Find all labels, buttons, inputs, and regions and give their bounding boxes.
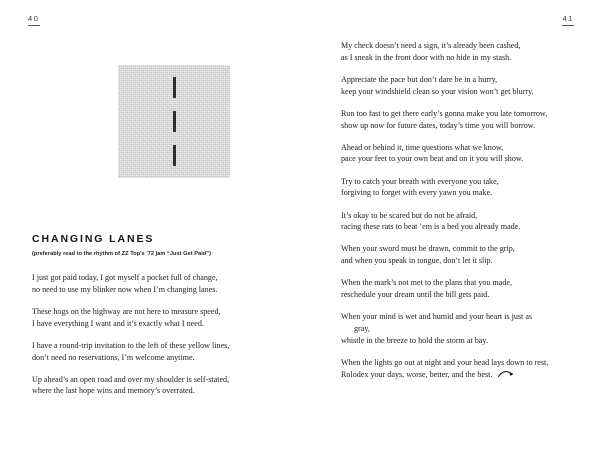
verse-line: It’s okay to be scared but do not be afraid, <box>341 210 478 220</box>
poem-title: CHANGING LANES <box>32 233 155 245</box>
verse-line: These hogs on the highway are not here to measure speed, <box>32 306 221 316</box>
verse-line: I have everything I want and it’s exactly what I need. <box>32 318 204 328</box>
page-number-right: 41 <box>562 15 574 26</box>
stanza <box>341 40 591 63</box>
verse-line-text: Rolodex your days, worse, better, and the best. <box>341 369 493 379</box>
stanza <box>341 142 591 165</box>
stanza <box>341 176 591 199</box>
poem-heading <box>32 234 280 257</box>
stanza <box>341 108 591 131</box>
stanza <box>341 357 591 380</box>
verse-line: Up ahead’s an open road and over my shoulder is self-stated, <box>32 374 230 384</box>
stanza <box>341 243 591 266</box>
verse-line: When your sword must be drawn, commit to the grip, <box>341 244 515 254</box>
stanza <box>341 311 591 346</box>
verse-line-final <box>341 369 591 381</box>
lane-dash-icon <box>173 77 176 98</box>
verse-line-runover: gray, <box>354 323 370 333</box>
poem-body-right <box>341 40 591 380</box>
poem-subtitle: (preferably read to the rhythm of ZZ Top's '72 jam “Just Get Paid”) <box>32 250 212 257</box>
verse-line: I have a round-trip invitation to the left of these yellow lines, <box>32 340 230 350</box>
verse-line: pace your feet to your own beat and on it you will show. <box>341 154 524 164</box>
verse-line: no need to use my blinker now when I’m changing lanes. <box>32 284 218 294</box>
verse-line: forgiving to forget with every yawn you make. <box>341 188 493 198</box>
stanza <box>32 272 284 295</box>
stanza <box>32 340 284 363</box>
stanza <box>341 74 591 97</box>
verse-line: as I sneak in the front door with no hide in my stash. <box>341 52 512 62</box>
stanza <box>341 277 591 300</box>
verse-line: I just got paid today, I got myself a pocket full of change, <box>32 273 218 282</box>
page-number-left: 40 <box>28 15 40 26</box>
verse-line: Appreciate the pace but don’t dare be in a hurry, <box>341 74 498 84</box>
verse-line: and when you speak in tongue, don’t let it slip. <box>341 256 493 266</box>
verse-line: don’t need no reservations, I’m welcome anytime. <box>32 352 195 362</box>
curved-arrow-ornament <box>498 370 514 378</box>
poem-body-left <box>32 272 284 397</box>
verse-line: My check doesn’t need a sign, it’s already been cashed, <box>341 41 521 50</box>
lane-markings-illustration <box>118 65 230 178</box>
lane-dash-group <box>172 77 176 166</box>
verse-line: When the lights go out at night and your head lays down to rest, <box>341 357 549 367</box>
verse-line: When the mark’s not met to the plans that you made, <box>341 278 513 288</box>
verse-line: Try to catch your breath with everyone you take, <box>341 176 499 186</box>
verse-line: When your mind is wet and humid and your heart is just as <box>341 312 533 322</box>
verse-line: Ahead or behind it, time questions what we know, <box>341 142 504 152</box>
right-page <box>300 0 600 450</box>
verse-line: whistle in the breeze to hold the storm at bay. <box>341 335 488 345</box>
verse-line: show up now for future dates, today’s time you will borrow. <box>341 120 536 130</box>
stanza <box>32 374 284 397</box>
lane-dash-icon <box>173 111 176 132</box>
verse-line: reschedule your dream until the bill gets paid. <box>341 290 490 300</box>
stanza <box>32 306 284 329</box>
verse-line: where the last hope wins and memory’s overrated. <box>32 386 195 396</box>
verse-line: Run too fast to get there early’s gonna make you late tomorrow, <box>341 108 548 118</box>
stanza <box>341 210 591 233</box>
verse-line: keep your windshield clean so your vision won’t get blurry. <box>341 86 534 96</box>
lane-dash-icon <box>173 145 176 166</box>
verse-line: racing these rats to beat ’em is a bed you already made. <box>341 222 521 232</box>
